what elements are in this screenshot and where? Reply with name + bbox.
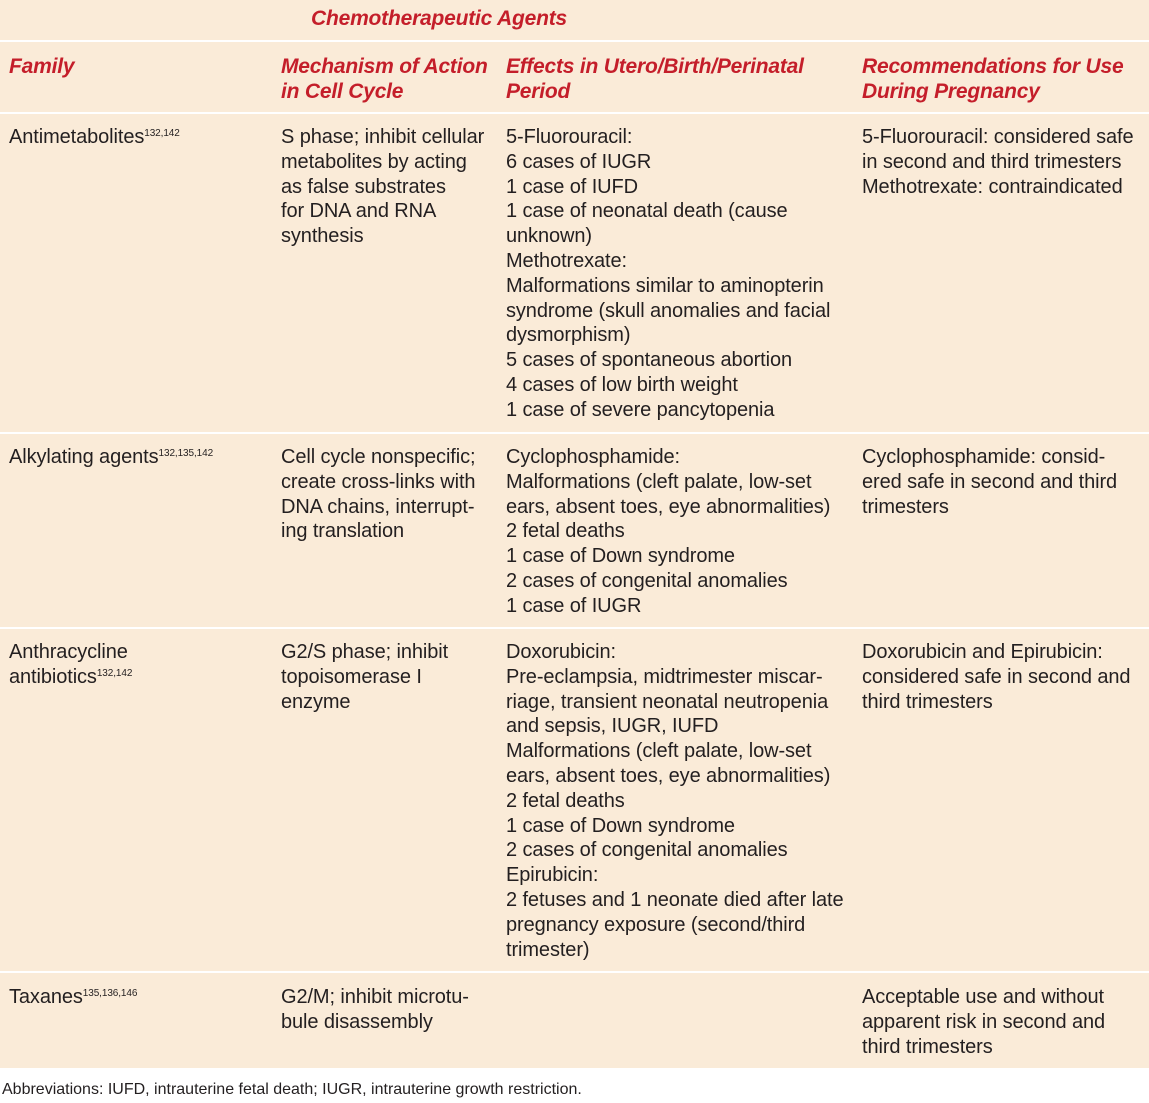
- table-cell-family: Antimetabolites$^{132,142}$: [9, 126, 180, 148]
- table-cell-effects: Cyclophosphamide: Malformations (cleft palate, low-set ears, absent toes, eye abnormalities) 2 fetal deaths 1 case of Down syndrome 2 cases of congenital anomalies 1 case of IUGR: [506, 446, 831, 617]
- header-effects: Effects in Utero/Birth/Perinatal Period: [506, 55, 804, 103]
- table-cell-mechanism: S phase; inhibit cellular metabolites by acting as false substrates for DNA and RNA synthesis: [281, 126, 485, 248]
- table-cell-effects: 5-Fluorouracil: 6 cases of IUGR 1 case of IUFD 1 case of neonatal death (cause unknown) Methotrexate: Malformations similar to aminopterin syndrome (skull anomalies and facial dysmorphism) 5 cases of spontaneous abortion 4 cases of low birth weight 1 case of severe pancytopenia: [506, 126, 831, 421]
- divider: [0, 432, 1149, 434]
- table-cell-mechanism: G2/S phase; inhibit topoisomerase I enzyme: [281, 641, 449, 713]
- table-cell-effects: Doxorubicin: Pre-eclampsia, midtrimester miscar- riage, transient neonatal neutropenia and sepsis, IUGR, IUFD Malformations (cleft palate, low-set ears, absent toes, eye abnormalities) 2 fetal deaths 1 case of Down syndrome 2 cases of congenital anomalies Epirubicin: 2 fetuses and 1 neonate died after late pregnancy exposure (second/third trimester): [506, 641, 844, 961]
- reference-superscript: 135,136,146: [82, 988, 138, 999]
- header-recommendations: Recommendations for Use During Pregnancy: [862, 55, 1124, 103]
- table-cell-family: Alkylating agents$^{132,135,142}$: [9, 446, 214, 468]
- table-title: Chemotherapeutic Agents: [311, 7, 567, 30]
- table-cell-family: Taxanes$^{135,136,146}$: [9, 986, 138, 1008]
- footnote-abbreviations: Abbreviations: IUFD, intrauterine fetal death; IUGR, intrauterine growth restriction.: [2, 1081, 582, 1098]
- divider: [0, 971, 1149, 973]
- header-family: Family: [9, 55, 75, 78]
- reference-superscript: 132,135,142: [158, 448, 214, 459]
- table-cell-recommendations: 5-Fluorouracil: considered safe in second and third trimesters Methotrexate: contraindicated: [862, 126, 1134, 198]
- table-cell-mechanism: Cell cycle nonspecific; create cross-links with DNA chains, interrupt- ing translation: [281, 446, 476, 543]
- table-cell-family: Anthracycline antibiotics$^{132,142}$: [9, 641, 133, 688]
- divider: [0, 627, 1149, 629]
- table-cell-mechanism: G2/M; inhibit microtu- bule disassembly: [281, 986, 469, 1033]
- divider: [0, 40, 1149, 42]
- divider: [0, 112, 1149, 114]
- reference-superscript: 132,142: [96, 667, 133, 679]
- header-mechanism: Mechanism of Action in Cell Cycle: [281, 55, 488, 103]
- table-cell-recommendations: Cyclophosphamide: consid- ered safe in second and third trimesters: [862, 446, 1118, 518]
- table-cell-recommendations: Doxorubicin and Epirubicin: considered safe in second and third trimesters: [862, 641, 1131, 713]
- table-cell-recommendations: Acceptable use and without apparent risk in second and third trimesters: [862, 986, 1106, 1058]
- reference-superscript: 132,142: [144, 128, 180, 139]
